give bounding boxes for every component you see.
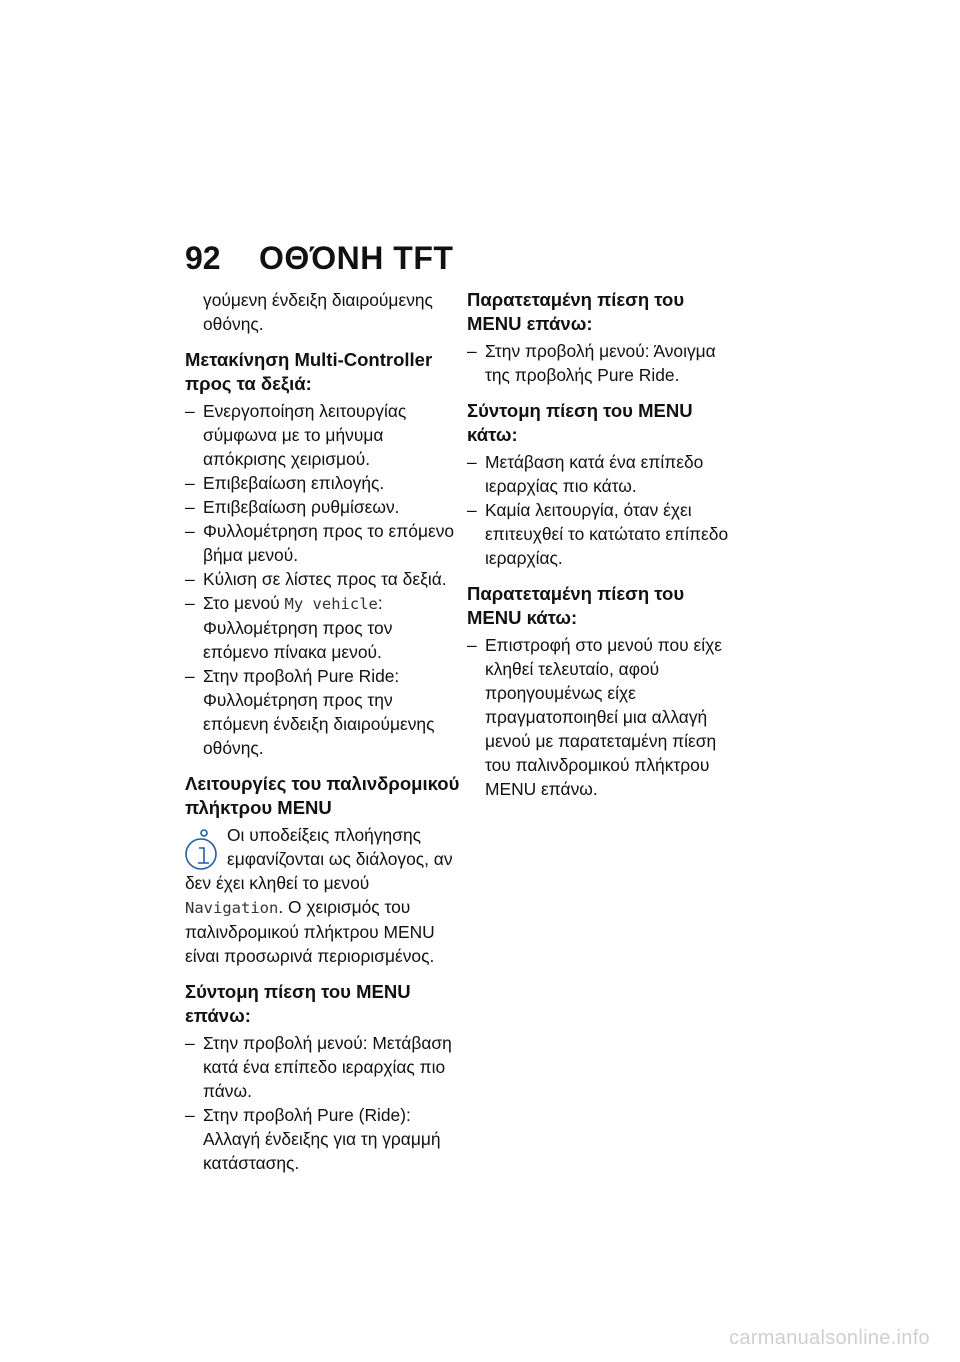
list-item: – Μετάβαση κατά ένα επίπεδο ιεραρχίας πιο κάτω. — [467, 450, 742, 498]
info-note — [185, 823, 460, 968]
long-press-up-list — [467, 339, 742, 387]
list-item: – Στην προβολή μενού: Άνοιγμα της προβολής Pure Ride. — [467, 339, 742, 387]
info-icon — [185, 827, 221, 871]
right-column — [467, 288, 742, 801]
long-press-down-list — [467, 633, 742, 801]
short-press-down-list — [467, 450, 742, 570]
item-text: Στο μενού — [203, 593, 280, 613]
list-item: – Φυλλομέτρηση προς το επόμενο βήμα μενού. — [185, 519, 460, 567]
page-title: ΟΘΌΝΗ TFT — [259, 240, 454, 276]
menu-name-my-vehicle: My vehicle — [284, 595, 378, 613]
menu-name-navigation: Navigation — [185, 899, 279, 917]
note-text: Οι υποδείξεις πλοήγησης εμφανίζονται ως διάλογος, αν δεν έχει κληθεί το μενού Navigation. Ο χειρισμός του παλινδρομικού πλήκτρου MENU είναι προσωρινά περιορισμένος. — [185, 825, 453, 966]
short-press-up-list — [185, 1031, 460, 1175]
list-item: – Καμία λειτουργία, όταν έχει επιτευχθεί το κατώτατο επίπεδο ιεραρχίας. — [467, 498, 742, 570]
list-item — [185, 591, 460, 664]
list-item: – Επιστροφή στο μενού που είχε κληθεί τελευταίο, αφού προηγουμένως είχε πραγματοποιηθεί μια αλλαγή μενού με παρατεταμένη πίεση του παλινδρομικού πλήκτρου MENU επάνω. — [467, 633, 742, 801]
list-item: – Ενεργοποίηση λειτουργίας σύμφωνα με το μήνυμα απόκρισης χειρισμού. — [185, 399, 460, 471]
heading-short-press-down: Σύντομη πίεση του MENU κάτω: — [467, 400, 693, 445]
list-item: – Στην προβολή Pure Ride: Φυλλομέτρηση προς την επόμενη ένδειξη διαιρούμενης οθόνης. — [185, 664, 460, 760]
controller-right-list — [185, 399, 460, 760]
heading-long-press-up: Παρατεταμένη πίεση του MENU επάνω: — [467, 289, 685, 334]
left-column — [185, 288, 460, 1175]
list-item: – Επιβεβαίωση ρυθμίσεων. — [185, 495, 460, 519]
heading-controller-right: Μετακίνηση Multi-Controller προς τα δεξιά: — [185, 349, 433, 394]
list-item: – Κύλιση σε λίστες προς τα δεξιά. — [185, 567, 460, 591]
heading-short-press-up: Σύντομη πίεση του MENU επάνω: — [185, 981, 411, 1026]
list-item: – Στην προβολή μενού: Μετάβαση κατά ένα επίπεδο ιεραρχίας πιο πάνω. — [185, 1031, 460, 1103]
intro-continuation: γούμενη ένδειξη διαιρούμενης οθόνης. — [203, 290, 433, 334]
list-item: – Στην προβολή Pure (Ride): Αλλαγή ένδειξης για τη γραμμή κατάστασης. — [185, 1103, 460, 1175]
heading-menu-key-functions: Λειτουργίες του παλινδρομικού πλήκτρου MENU — [185, 773, 460, 818]
list-item: – Επιβεβαίωση επιλογής. — [185, 471, 460, 495]
page-header — [185, 240, 453, 280]
item-text: : Φυλλομέτρηση προς τον επόμενο πίνακα μενού. — [203, 593, 393, 662]
heading-long-press-down: Παρατεταμένη πίεση του MENU κάτω: — [467, 583, 685, 628]
page-number: 92 — [185, 240, 221, 276]
watermark: carmanualsonline.info — [729, 1327, 930, 1349]
